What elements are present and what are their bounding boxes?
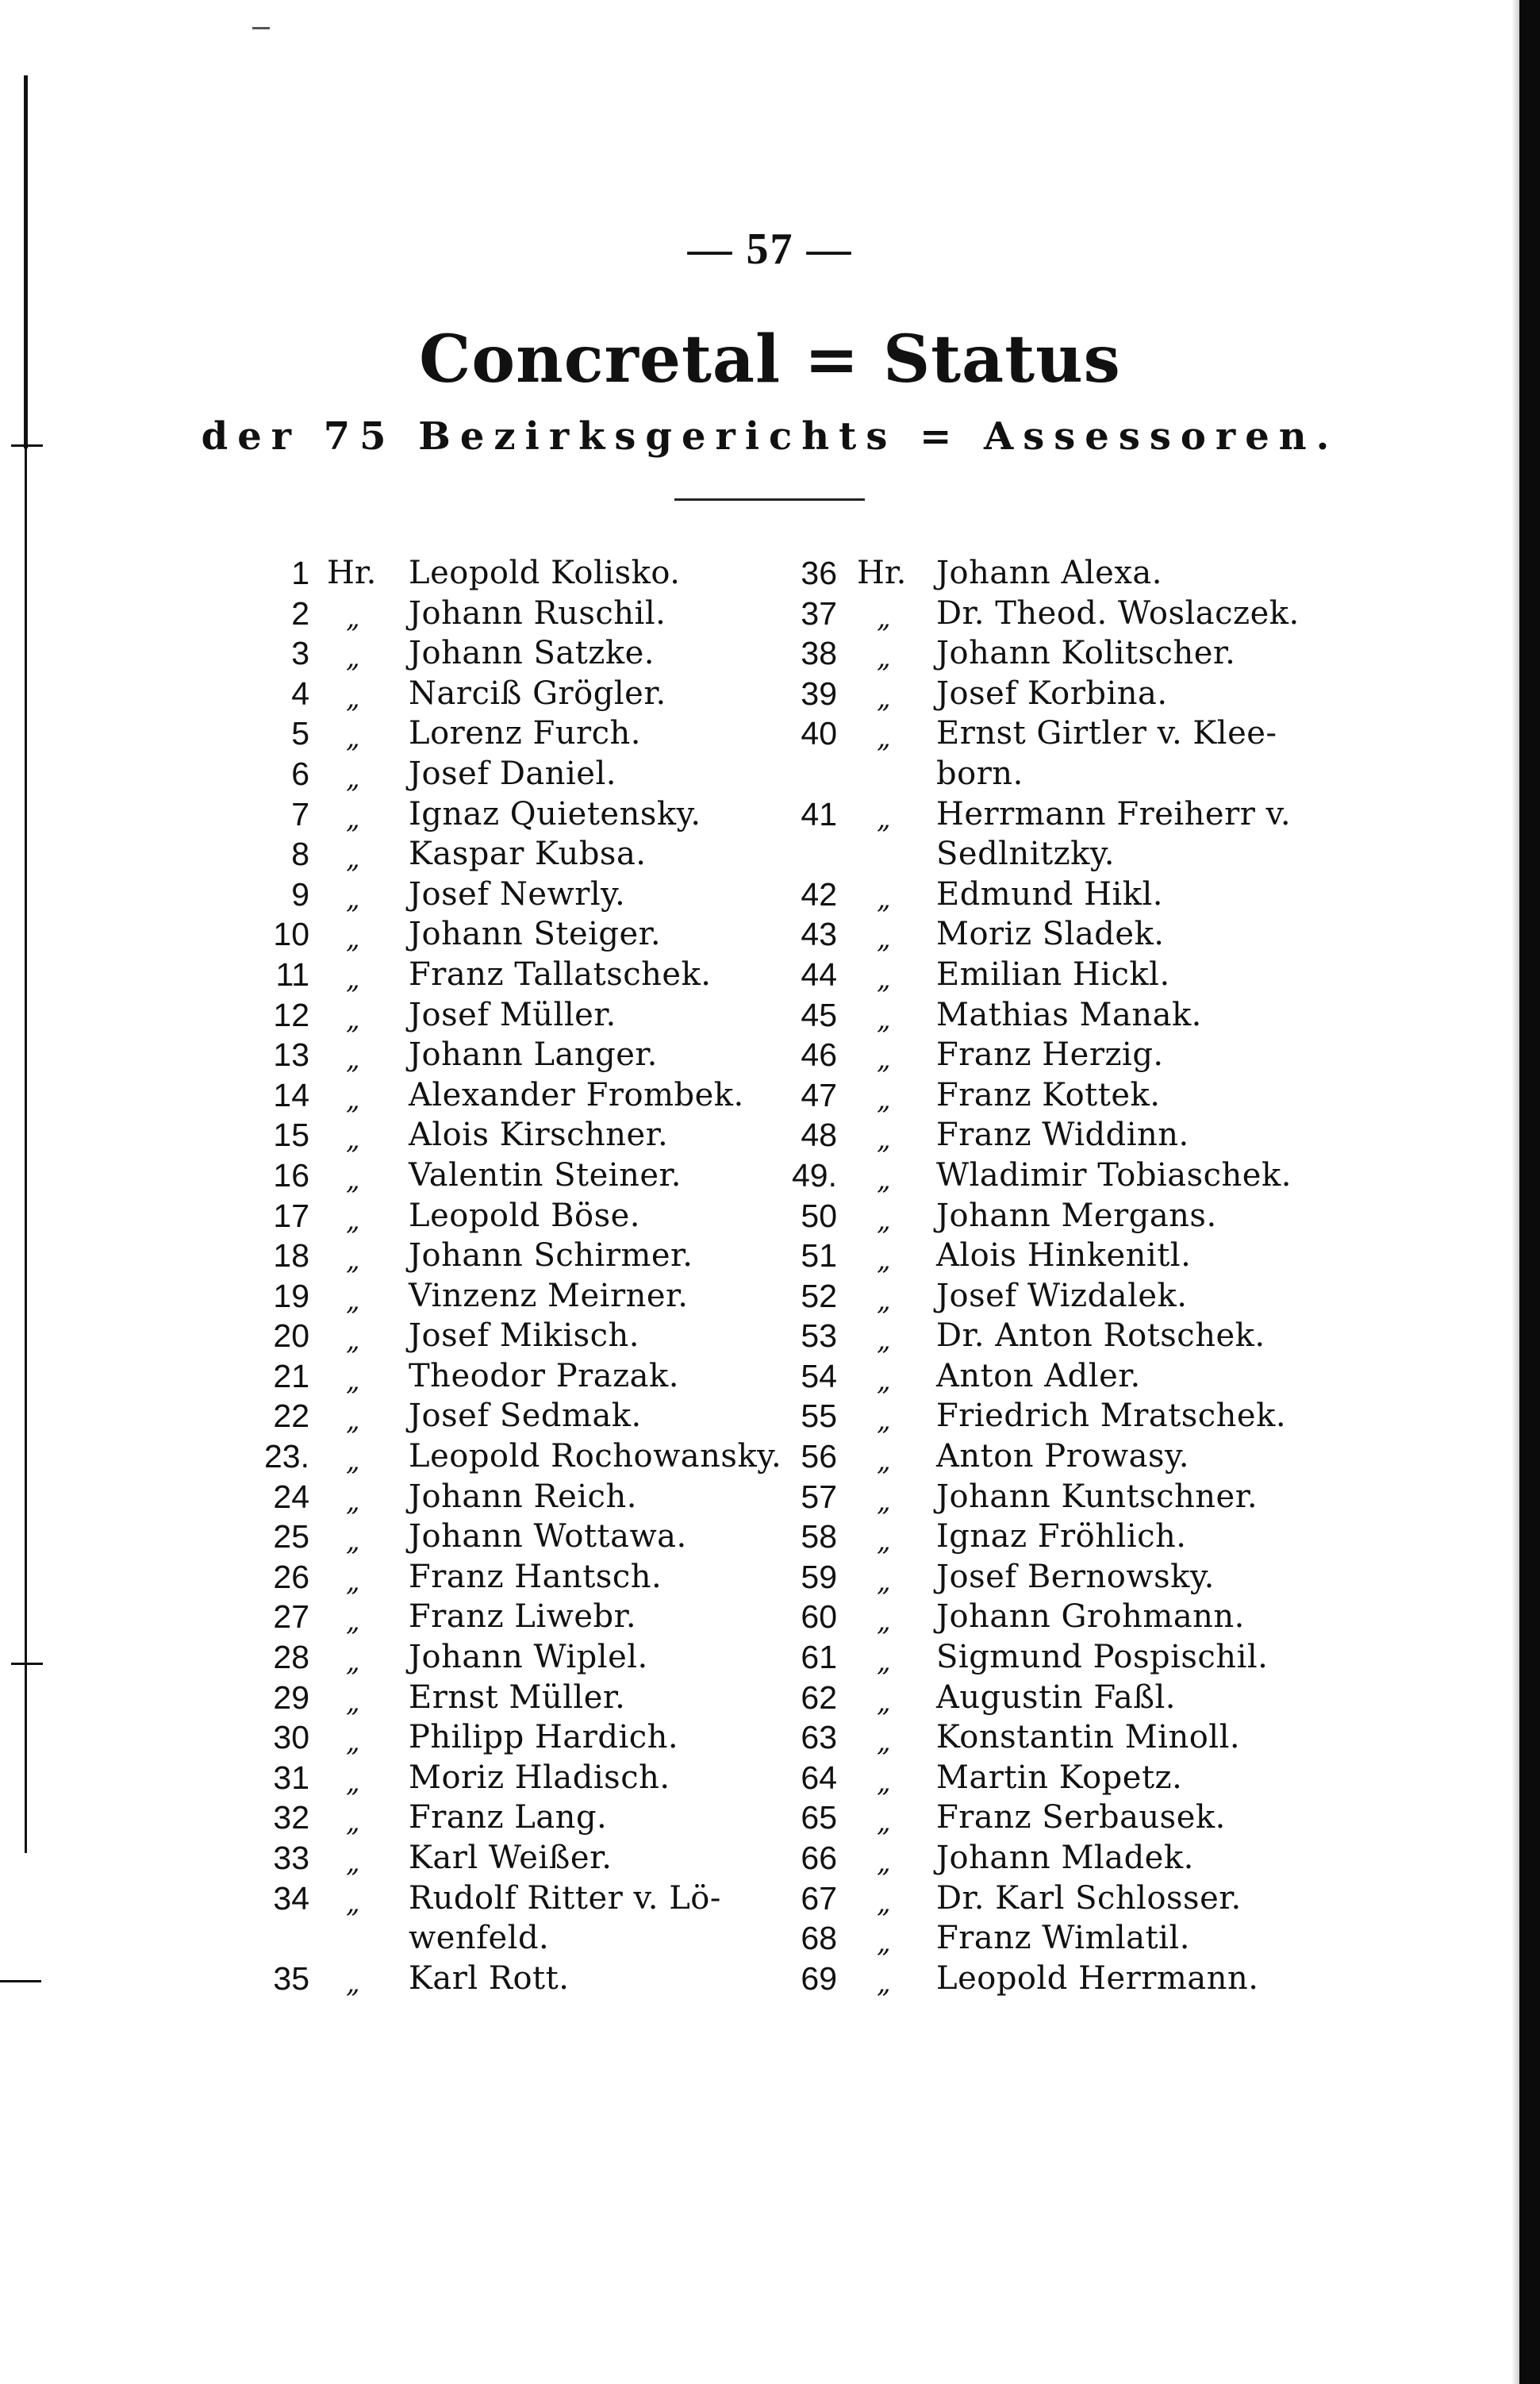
- ditto-mark: „: [877, 1364, 891, 1397]
- entry-number: 68: [801, 1920, 837, 1957]
- ditto-mark: „: [346, 963, 360, 995]
- ditto-mark: „: [877, 1686, 891, 1718]
- ditto-mark: „: [346, 1766, 360, 1798]
- ditto-mark: „: [877, 1485, 891, 1517]
- entry-name: Josef Mikisch.: [409, 1317, 640, 1355]
- ditto-mark: „: [346, 1003, 360, 1036]
- entry-name: Theodor Prazak.: [409, 1357, 679, 1394]
- ditto-mark: „: [877, 1525, 891, 1558]
- entry-name: Ernst Girtler v. Klee-: [936, 715, 1277, 752]
- entry-name: Johann Kuntschner.: [936, 1478, 1258, 1515]
- entry-name: Sigmund Pospischil.: [936, 1639, 1269, 1676]
- scan-mark: [252, 27, 270, 29]
- entry-name: Franz Herzig.: [936, 1036, 1164, 1074]
- entry-number: 21: [273, 1357, 309, 1394]
- entry-name: Franz Widdinn.: [936, 1117, 1189, 1154]
- entry-name: Johann Mergans.: [936, 1197, 1217, 1234]
- ditto-mark: „: [877, 1646, 891, 1678]
- entry-name: Leopold Herrmann.: [936, 1959, 1259, 1997]
- entry-name: Josef Sedmak.: [409, 1398, 642, 1435]
- entry-number: 12: [273, 996, 309, 1033]
- ditto-mark: „: [346, 642, 360, 675]
- entry-number: 27: [273, 1598, 309, 1636]
- ditto-mark: „: [877, 1886, 891, 1919]
- entry-name: Josef Daniel.: [409, 755, 616, 792]
- entry-name: Vinzenz Meirner.: [409, 1277, 689, 1314]
- entry-number: 20: [273, 1317, 309, 1355]
- entry-name: Josef Müller.: [409, 996, 616, 1033]
- entry-name: Dr. Theod. Woslaczek.: [936, 594, 1300, 632]
- entry-number: 1: [291, 555, 309, 591]
- page-title: Concretal = Status: [419, 321, 1121, 398]
- entry-name: Herrmann Freiherr v.: [936, 795, 1292, 832]
- ditto-mark: „: [346, 1847, 360, 1878]
- entry-number: 43: [801, 916, 837, 953]
- entry-number: 60: [801, 1598, 837, 1636]
- ditto-mark: „: [346, 1044, 360, 1076]
- entry-number: 34: [273, 1879, 309, 1917]
- ditto-mark: „: [346, 1967, 360, 1999]
- ditto-mark: „: [877, 1726, 891, 1759]
- entry-name: Johann Schirmer.: [409, 1237, 693, 1275]
- entry-number: 6: [291, 755, 309, 792]
- entry-name: Johann Wottawa.: [409, 1518, 687, 1555]
- entry-number: 22: [273, 1398, 309, 1435]
- entry-number: 53: [801, 1317, 837, 1355]
- entry-number: 36: [801, 555, 837, 591]
- entry-number: 30: [273, 1719, 309, 1756]
- entry-name: Ignaz Fröhlich.: [936, 1518, 1187, 1555]
- entry-name: Josef Newrly.: [409, 875, 626, 913]
- entry-number: 63: [801, 1719, 837, 1756]
- ditto-mark: „: [346, 682, 360, 714]
- entry-number: 10: [273, 916, 309, 953]
- entry-name: Karl Rott.: [409, 1959, 570, 1997]
- entry-number: 2: [291, 594, 309, 632]
- ditto-mark: „: [877, 1445, 891, 1478]
- ditto-mark: „: [346, 802, 360, 835]
- entry-number: 65: [801, 1799, 837, 1836]
- entry-number: 49.: [792, 1156, 837, 1194]
- entry-number: 39: [801, 675, 837, 712]
- entry-number: 18: [273, 1237, 309, 1275]
- entry-number: 69: [801, 1959, 837, 1997]
- entry-name: Johann Mladek.: [936, 1840, 1194, 1876]
- entry-name: Ignaz Quietensky.: [409, 795, 701, 832]
- entry-name: Johann Grohmann.: [936, 1598, 1245, 1636]
- ditto-mark: „: [346, 1726, 360, 1759]
- page-top-edge: [0, 0, 1540, 6]
- entry-name: Lorenz Furch.: [409, 715, 642, 752]
- entry-number: 41: [801, 795, 837, 832]
- entry-name: Franz Wimlatil.: [936, 1920, 1190, 1957]
- ditto-mark: „: [346, 1806, 360, 1839]
- entry-name: Johann Kolitscher.: [936, 635, 1236, 672]
- entry-name: Johann Steiger.: [409, 916, 662, 953]
- entry-title: Hr.: [857, 555, 907, 591]
- entry-number: 57: [801, 1478, 837, 1515]
- entry-number: 11: [275, 956, 309, 993]
- ditto-mark: „: [877, 1083, 891, 1116]
- entry-name: Franz Tallatschek.: [409, 956, 712, 993]
- entry-number: 24: [273, 1478, 309, 1515]
- entry-name: Anton Adler.: [936, 1357, 1141, 1394]
- ditto-mark: „: [877, 1806, 891, 1839]
- entry-name: born.: [936, 755, 1023, 792]
- entry-name: Dr. Anton Rotschek.: [936, 1317, 1265, 1355]
- entry-number: 59: [801, 1558, 837, 1595]
- entry-name: Emilian Hickl.: [936, 956, 1170, 993]
- entry-name: Johann Satzke.: [409, 635, 655, 672]
- entry-number: 64: [801, 1759, 837, 1796]
- entry-number: 46: [801, 1036, 837, 1074]
- entry-name: Franz Liwebr.: [409, 1598, 637, 1636]
- entry-name: Ernst Müller.: [409, 1678, 626, 1716]
- entry-name: Karl Weißer.: [409, 1840, 613, 1876]
- ditto-mark: „: [877, 602, 891, 634]
- entry-number: 54: [801, 1357, 837, 1394]
- ditto-mark: „: [346, 1565, 360, 1598]
- ditto-mark: „: [346, 1284, 360, 1317]
- entry-number: 13: [273, 1036, 309, 1074]
- entry-number: 52: [801, 1277, 837, 1314]
- ditto-mark: „: [346, 1244, 360, 1277]
- entry-name: Friedrich Mratschek.: [936, 1398, 1287, 1435]
- ditto-mark: „: [877, 642, 891, 675]
- entry-name: Konstantin Minoll.: [936, 1719, 1241, 1756]
- entry-name: Rudolf Ritter v. Lö-: [409, 1879, 721, 1917]
- ditto-mark: „: [346, 1083, 360, 1116]
- ditto-mark: „: [877, 1003, 891, 1036]
- ditto-mark: „: [877, 923, 891, 956]
- ditto-mark: „: [346, 1325, 360, 1357]
- ditto-mark: „: [877, 682, 891, 714]
- entry-number: 62: [801, 1678, 837, 1716]
- ditto-mark: „: [877, 1967, 891, 1999]
- entry-number: 5: [291, 715, 309, 752]
- ditto-mark: „: [346, 1405, 360, 1437]
- entry-number: 47: [801, 1076, 837, 1113]
- ditto-mark: „: [877, 1565, 891, 1598]
- ditto-mark: „: [346, 1364, 360, 1397]
- ditto-mark: „: [346, 1646, 360, 1678]
- entry-name: Moriz Hladisch.: [409, 1759, 670, 1796]
- entry-name: Alois Kirschner.: [409, 1117, 669, 1154]
- ditto-mark: „: [346, 1686, 360, 1718]
- ditto-mark: „: [346, 602, 360, 634]
- ditto-mark: „: [877, 1847, 891, 1878]
- entry-title: Hr.: [327, 555, 377, 591]
- entry-name: Leopold Kolisko.: [409, 555, 681, 591]
- entry-name: Alexander Frombek.: [409, 1076, 744, 1113]
- entry-name: Sedlnitzky.: [936, 836, 1115, 873]
- ditto-mark: „: [346, 1204, 360, 1236]
- entry-name: Franz Kottek.: [936, 1076, 1161, 1113]
- entry-name: Leopold Rochowansky.: [409, 1438, 782, 1475]
- entry-number: 25: [273, 1518, 309, 1555]
- binding-tick-middle: [11, 1663, 43, 1665]
- ditto-mark: „: [346, 923, 360, 956]
- ditto-mark: „: [877, 1163, 891, 1196]
- ditto-mark: „: [877, 1204, 891, 1236]
- ditto-mark: „: [346, 1485, 360, 1517]
- entry-number: 48: [801, 1117, 837, 1154]
- ditto-mark: „: [346, 1445, 360, 1478]
- ditto-mark: „: [346, 1163, 360, 1196]
- ditto-mark: „: [877, 1284, 891, 1317]
- entry-name: Dr. Karl Schlosser.: [936, 1879, 1242, 1917]
- ditto-mark: „: [877, 1044, 891, 1076]
- ditto-mark: „: [346, 843, 360, 875]
- entry-name: Martin Kopetz.: [936, 1759, 1183, 1796]
- ditto-mark: „: [877, 1605, 891, 1638]
- ditto-mark: „: [877, 1927, 891, 1959]
- entry-number: 29: [273, 1678, 309, 1716]
- entry-number: 9: [291, 875, 309, 913]
- entry-number: 42: [801, 875, 837, 913]
- entry-name: Johann Langer.: [409, 1036, 658, 1074]
- page-subtitle: der 75 Bezirksgerichts = Assessoren.: [201, 414, 1339, 459]
- title-rule: [674, 498, 865, 501]
- entry-number: 31: [273, 1759, 309, 1796]
- entry-name: Josef Bernowsky.: [936, 1558, 1215, 1595]
- entry-name: Alois Hinkenitl.: [936, 1237, 1192, 1275]
- ditto-mark: „: [346, 762, 360, 794]
- entry-number: 67: [801, 1879, 837, 1917]
- ditto-mark: „: [877, 1766, 891, 1798]
- entry-number: 51: [801, 1237, 837, 1275]
- entry-name: Johann Alexa.: [936, 555, 1162, 591]
- entry-number: 7: [291, 795, 309, 832]
- entry-number: 44: [801, 956, 837, 993]
- entry-name: Johann Reich.: [409, 1478, 637, 1515]
- entry-number: 3: [291, 635, 309, 672]
- entry-number: 40: [801, 715, 837, 752]
- entry-name: Franz Lang.: [409, 1799, 608, 1836]
- entry-number: 35: [273, 1959, 309, 1997]
- entry-name: Johann Wiplel.: [409, 1639, 648, 1676]
- binding-line-middle: [25, 448, 27, 1663]
- entry-number: 45: [801, 996, 837, 1033]
- entry-number: 61: [801, 1639, 837, 1676]
- ditto-mark: „: [346, 1525, 360, 1558]
- entry-number: 16: [273, 1156, 309, 1194]
- ditto-mark: „: [346, 1605, 360, 1638]
- ditto-mark: „: [877, 1325, 891, 1357]
- entry-name: Moriz Sladek.: [936, 916, 1165, 953]
- ditto-mark: „: [877, 1124, 891, 1156]
- entry-number: 37: [801, 594, 837, 632]
- entry-number: 33: [273, 1840, 309, 1876]
- entry-number: 50: [801, 1197, 837, 1234]
- entry-number: 32: [273, 1799, 309, 1836]
- ditto-mark: „: [346, 882, 360, 915]
- entry-name: Johann Ruschil.: [409, 594, 666, 632]
- entry-number: 55: [801, 1398, 837, 1435]
- entry-number: 15: [273, 1117, 309, 1154]
- entry-name: Anton Prowasy.: [936, 1438, 1190, 1475]
- ditto-mark: „: [877, 963, 891, 995]
- ditto-mark: „: [877, 1244, 891, 1277]
- entry-number: 58: [801, 1518, 837, 1555]
- entry-name: Narciß Grögler.: [409, 675, 666, 712]
- entry-number: 8: [291, 836, 309, 873]
- ditto-mark: „: [346, 1886, 360, 1919]
- entry-name: wenfeld.: [409, 1920, 550, 1957]
- entry-number: 66: [801, 1840, 837, 1876]
- entry-name: Philipp Hardich.: [409, 1719, 679, 1756]
- binding-line-lower: [25, 1663, 27, 1853]
- entry-name: Mathias Manak.: [936, 996, 1202, 1033]
- entry-number: 23.: [264, 1438, 309, 1475]
- entry-number: 17: [273, 1197, 309, 1234]
- entry-number: 38: [801, 635, 837, 672]
- entry-name: Franz Hantsch.: [409, 1558, 662, 1595]
- ditto-mark: „: [346, 722, 360, 755]
- entry-number: 56: [801, 1438, 837, 1475]
- entry-name: Josef Korbina.: [936, 675, 1168, 712]
- binding-tick-lower: [0, 1980, 41, 1982]
- entry-name: Augustin Faßl.: [936, 1678, 1176, 1716]
- entry-name: Leopold Böse.: [409, 1197, 641, 1234]
- entry-number: 4: [291, 675, 309, 712]
- ditto-mark: „: [346, 1124, 360, 1156]
- ditto-mark: „: [877, 1405, 891, 1437]
- entry-name: Franz Serbausek.: [936, 1799, 1226, 1836]
- entry-name: Wladimir Tobiaschek.: [936, 1156, 1292, 1194]
- entry-name: Josef Wizdalek.: [936, 1277, 1188, 1314]
- entry-number: 28: [273, 1639, 309, 1676]
- entry-number: 26: [273, 1558, 309, 1595]
- entry-name: Kaspar Kubsa.: [409, 836, 647, 873]
- entry-name: Edmund Hikl.: [936, 875, 1163, 913]
- ditto-mark: „: [877, 722, 891, 755]
- entry-number: 14: [273, 1076, 309, 1113]
- ditto-mark: „: [877, 882, 891, 915]
- entry-number: 19: [273, 1277, 309, 1314]
- entry-name: Valentin Steiner.: [409, 1156, 682, 1194]
- page-number: — 57 —: [687, 225, 853, 274]
- ditto-mark: „: [877, 802, 891, 835]
